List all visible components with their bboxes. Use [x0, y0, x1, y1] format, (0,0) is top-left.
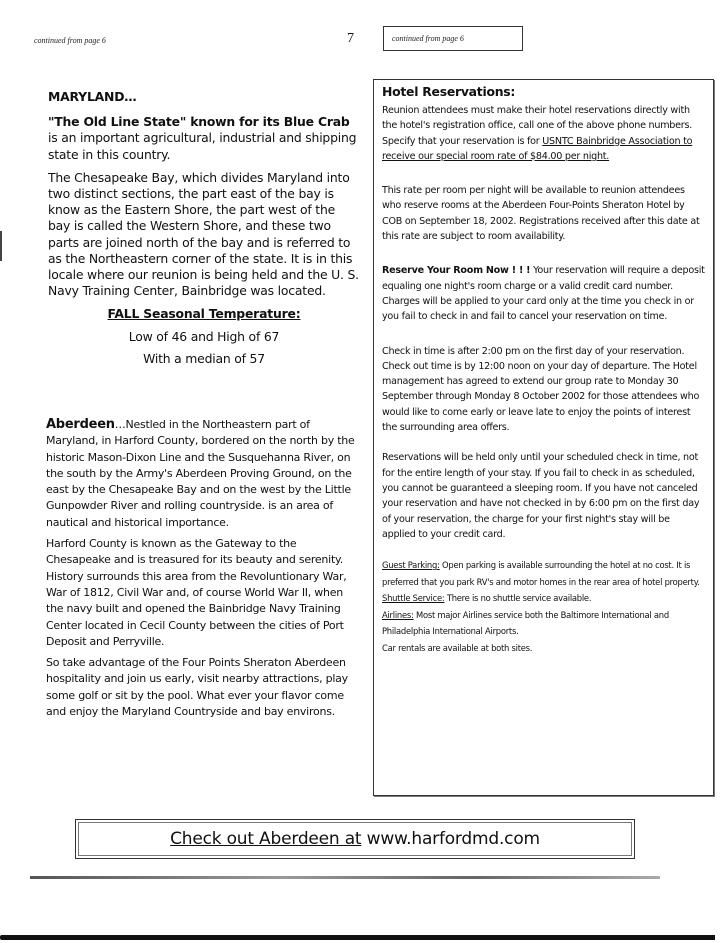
page-number: 7: [347, 31, 354, 46]
chesapeake-bay-paragraph: The Chesapeake Bay, which divides Maryland into two distinct sections, the part east of the bay is know as the Eastern Shore, the part west of the bay is called the Western Shore, and these two parts are joined north of the bay and is referred to as the Northeastern corner of the state. It is in this locale where our reunion is being held and the U. S. Navy Training Center, Bainbridge was located.: [48, 169, 359, 299]
aberdeen-intro-text: …Nestled in the Northeastern part of Maryland, in Harford County, bordered on the north by the historic Mason-Dixon Line and the Susquehanna River, on the south by the Army's Aberdeen Proving Ground, on the east by the Chesapeake Bay and on the west by the Little Gunpowder River and rolling countryside. is an area of nautical and historical importance.: [46, 418, 355, 529]
reserve-now-paragraph: [382, 263, 705, 324]
lead-rest: is an important agricultural, industrial and shipping state in this country.: [48, 130, 357, 162]
shuttle-service-label: Shuttle Service:: [382, 593, 445, 604]
aberdeen-bold-name: Aberdeen: [46, 417, 115, 432]
four-points-paragraph: So take advantage of the Four Points Sheraton Aberdeen hospitality and join us early, visit nearby attractions, play some golf or sit by the pool. What ever your flavor come and enjoy the Maryland Countryside and bay environs.: [46, 656, 348, 719]
guest-parking-label: Guest Parking:: [382, 560, 440, 571]
hotel-reservations-box: [373, 79, 714, 796]
continued-from-note-right: continued from page 6: [392, 34, 464, 43]
check-in-out-paragraph: Check in time is after 2:00 pm on the first day of your reservation. Check out time is by 12:00 noon on your day of departure. The Hotel management has agreed to extend our group rate to Monday 30 September through Monday 8 October 2002 for those attendees who would like to come early or leave late to enjoy the points of interest the surrounding area offers.: [382, 345, 700, 434]
aberdeen-section: [46, 417, 361, 725]
maryland-heading: MARYLAND…: [48, 89, 137, 104]
guest-parking-text: Open parking is available surrounding the hotel at no cost. It is preferred that you park RV's and motor homes in the rear area of hotel property.: [382, 560, 700, 587]
airlines-label: Airlines:: [382, 609, 414, 620]
special-rate-underlined: USNTC Bainbridge Association to receive our special room rate of $84.00 per night.: [382, 135, 693, 162]
harford-website-link[interactable]: www.harfordmd.com: [361, 829, 540, 849]
banner-underlined-text: Check out Aberdeen at: [170, 829, 362, 849]
hotel-reservation-instructions: [382, 103, 705, 164]
reserve-now-text: Your reservation will require a deposit equaling one night's room charge or a valid credit card number. Charges will be applied to your card only at the time you check in or you fail to check in and fail to cancel your reservation on time.: [382, 265, 705, 323]
instructions-text: Reunion attendees must make their hotel reservations directly with the hotel's registration office, call one of the above phone numbers. Specify that your reservation is for: [382, 105, 693, 147]
continued-from-note-left: continued from page 6: [34, 36, 106, 45]
rate-availability-paragraph: This rate per room per night will be available to reunion attendees who reserve rooms at the Aberdeen Four-Points Sheraton Hotel by COB on September 18, 2002. Registrations received after this date at this rate are subject to room availability.: [382, 185, 700, 243]
car-rentals-note: Car rentals are available at both sites.: [382, 642, 533, 653]
aberdeen-website-banner: [75, 819, 635, 859]
airlines-text: Most major Airlines service both the Baltimore International and Philadelphia International Airports.: [382, 609, 669, 637]
maryland-lead-paragraph: [48, 114, 360, 163]
shuttle-service-note: [382, 590, 705, 607]
horizontal-rule: [30, 876, 660, 879]
reserve-now-bold: Reserve Your Room Now ! ! !: [382, 265, 531, 277]
temperature-range: Low of 46 and High of 67: [128, 328, 280, 344]
old-line-state-bold: "The Old Line State" known for its Blue Crab: [48, 114, 350, 130]
shuttle-service-text: There is no shuttle service available.: [444, 593, 592, 604]
reservation-hold-paragraph: Reservations will be held only until your scheduled check in time, not for the entire length of your stay. If you fail to check in as scheduled, you cannot be guaranteed a sleeping room. If you have not canceled your reservation and have not checked in by 6:00 pm on the first day of your reservation, the charge for your first night's stay will be applied to your credit card.: [382, 452, 700, 540]
maryland-section: [48, 89, 360, 373]
temperature-median: With a median of 57: [143, 350, 265, 366]
page-bottom-bar: [0, 935, 715, 940]
aberdeen-intro-paragraph: [46, 417, 361, 531]
harford-county-paragraph: Harford County is known as the Gateway to the Chesapeake and is treasured for its beauty and serenity. History surrounds this area from the Revoluntionary War, War of 1812, Civil War and, of course World War II, when the navy built and opened the Bainbridge Navy Training Center located in Cecil County between the cities of Port Deposit and Perryville.: [46, 537, 347, 648]
hotel-reservations-title: Hotel Reservations:: [382, 84, 516, 99]
fall-temperature-title: FALL Seasonal Temperature:: [107, 306, 301, 322]
airlines-note: [382, 607, 705, 640]
fall-temperature-block: [48, 306, 360, 367]
continued-from-box-right: [383, 26, 523, 51]
scan-edge-mark: [0, 231, 5, 261]
guest-parking-note: [382, 557, 705, 590]
